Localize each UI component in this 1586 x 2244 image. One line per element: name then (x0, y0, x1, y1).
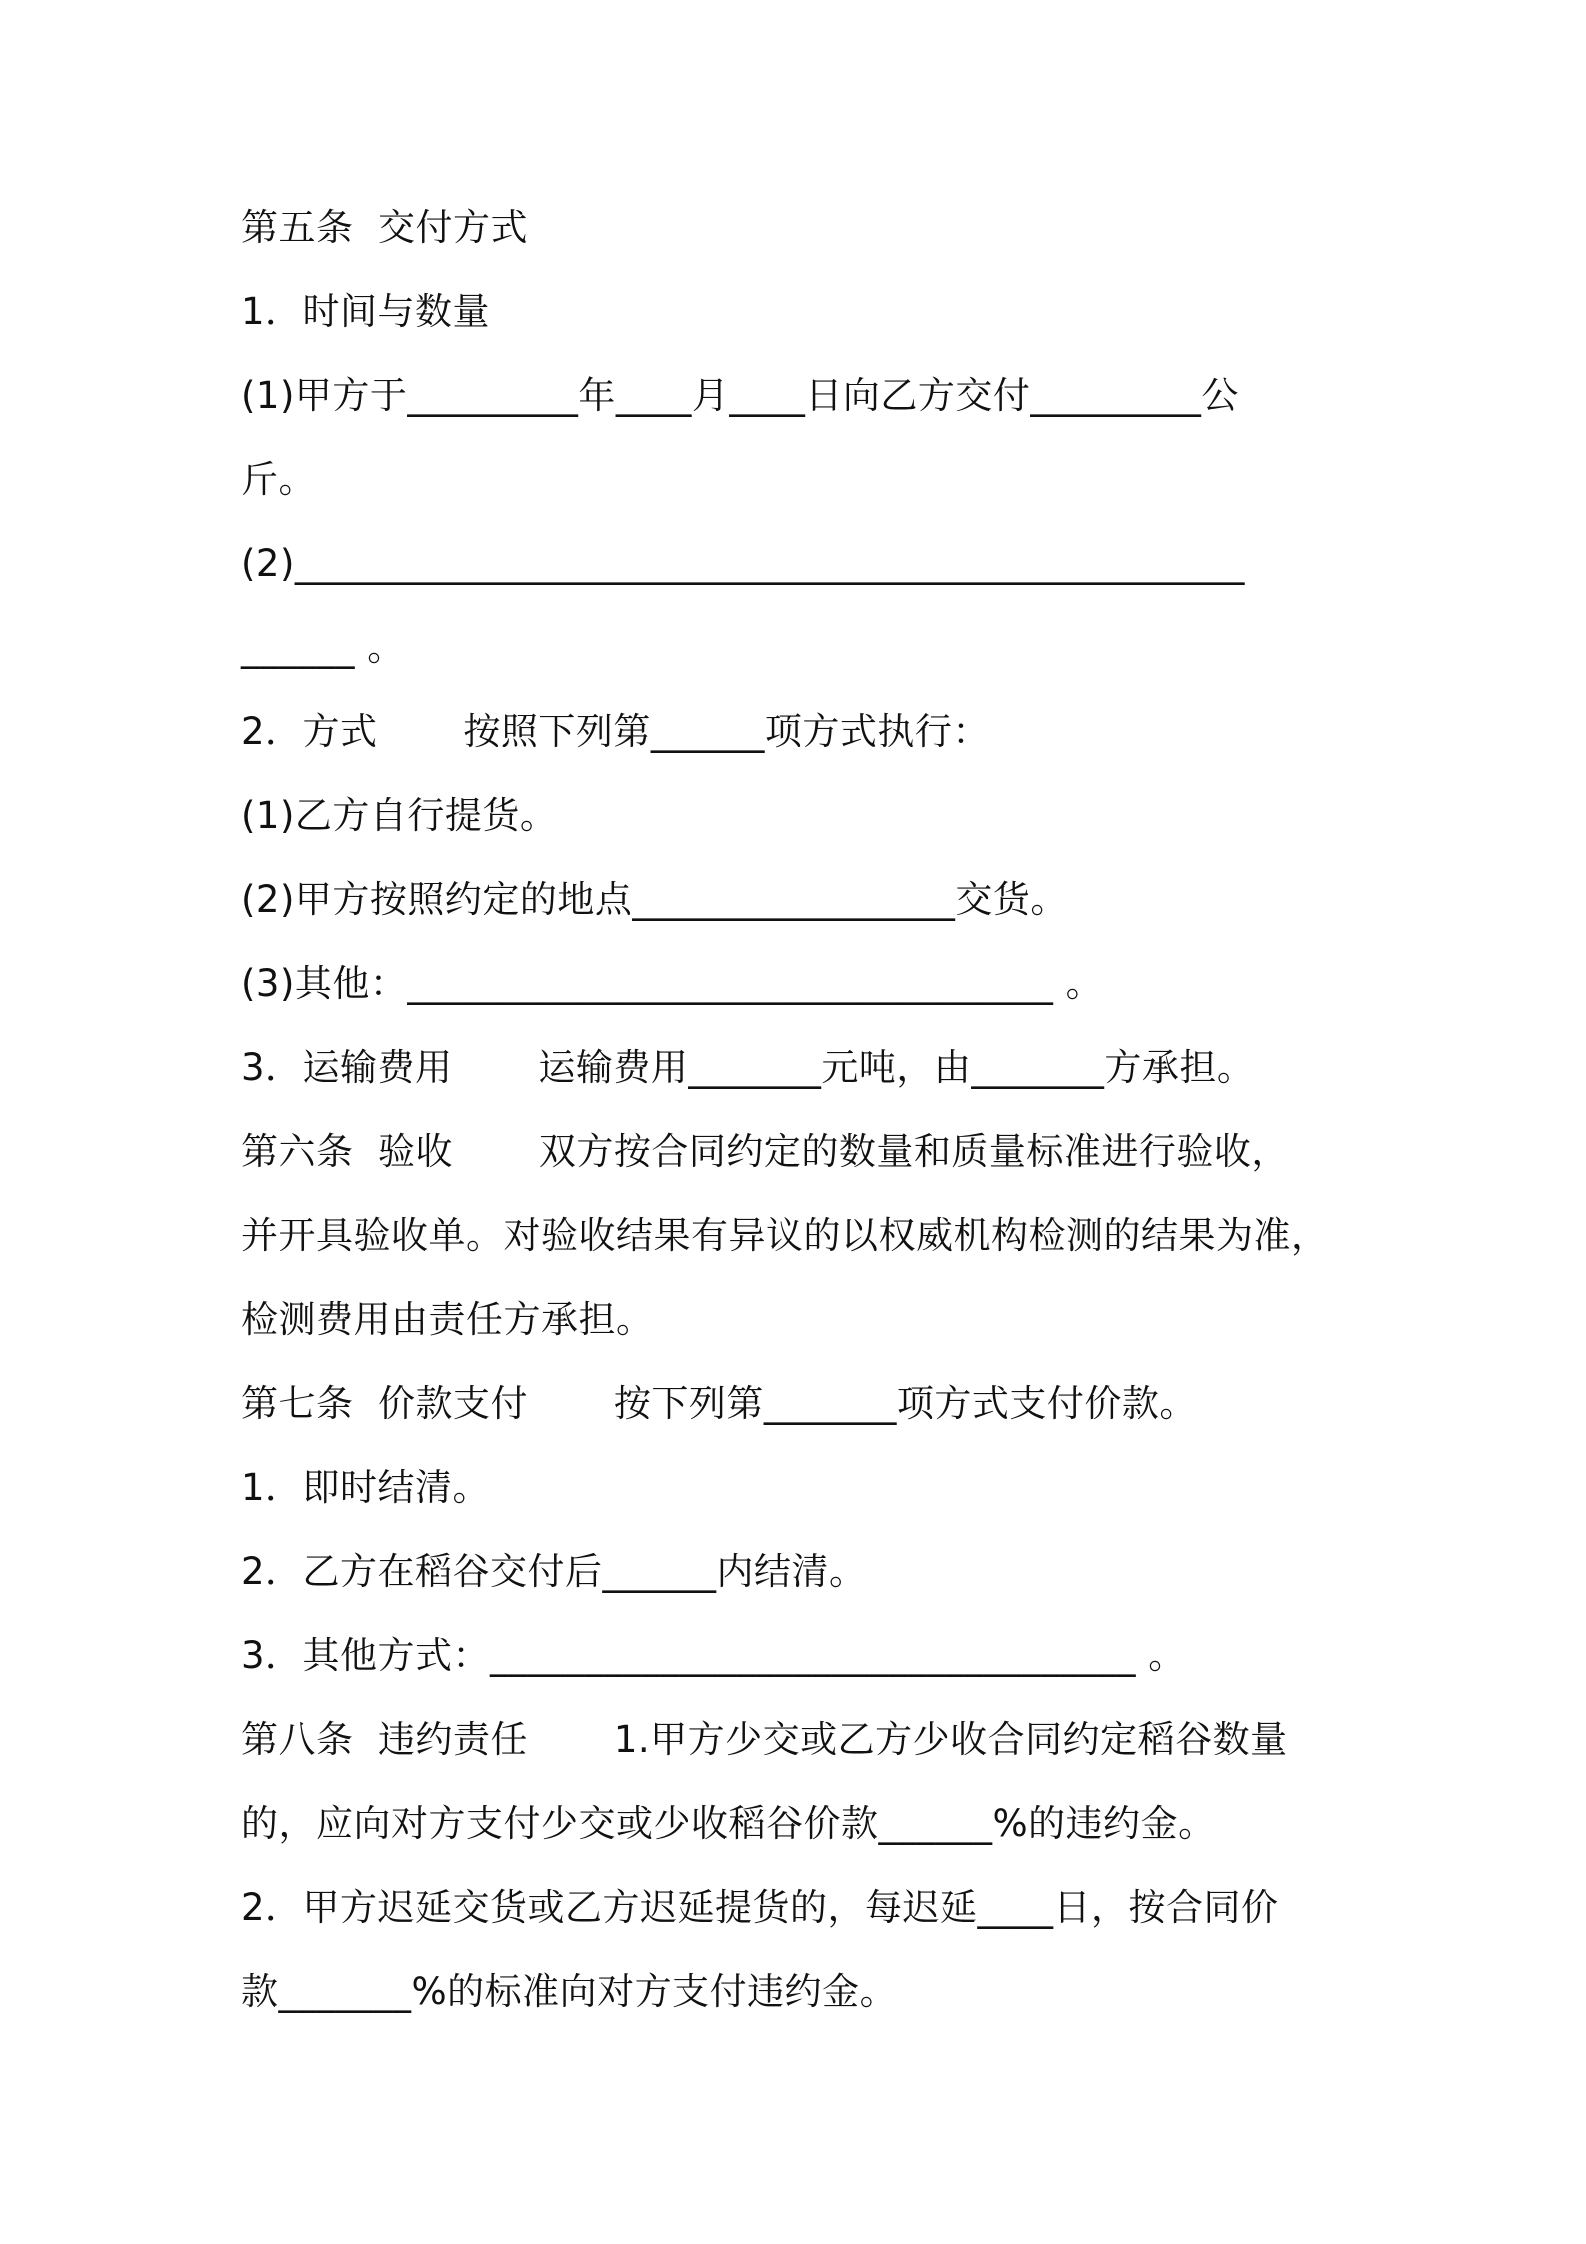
method-option-1: (1)乙方自行提货。 (241, 794, 558, 837)
article-5-heading: 第五条 交付方式 (241, 206, 529, 249)
article-6-cont-2: 检测费用由责任方承担。 (241, 1298, 654, 1341)
clause-item-2-cont: ______ 。 (241, 626, 405, 669)
article-7-heading: 第七条 价款支付 按下列第_______项方式支付价款。 (241, 1382, 1197, 1425)
method-option-3: (3)其他：__________________________________ 。 (241, 962, 1104, 1005)
method-option-2: (2)甲方按照约定的地点_________________交货。 (241, 878, 1068, 921)
payment-option-3: 3．其他方式：__________________________________ 。 (241, 1634, 1186, 1677)
article-6-cont-1: 并开具验收单。对验收结果有异议的以权威机构检测的结果为准， (241, 1214, 1329, 1257)
clause-time-quantity: 1．时间与数量 (241, 290, 491, 333)
liability-item-2: 2．甲方迟延交货或乙方迟延提货的，每迟延____日，按合同价 (241, 1886, 1279, 1929)
clause-method: 2．方式 按照下列第______项方式执行： (241, 710, 990, 753)
payment-option-1: 1．即时结清。 (241, 1466, 491, 1509)
liability-item-2-cont: 款_______%的标准向对方支付违约金。 (241, 1970, 898, 2013)
article-8-heading: 第八条 违约责任 1.甲方少交或乙方少收合同约定稻谷数量 (241, 1718, 1288, 1761)
payment-option-2: 2．乙方在稻谷交付后______内结清。 (241, 1550, 867, 1593)
article-8-cont-1: 的，应向对方支付少交或少收稻谷价款______%的违约金。 (241, 1802, 1216, 1845)
clause-delivery-date-cont: 斤。 (241, 458, 316, 501)
clause-transport-cost: 3．运输费用 运输费用_______元吨，由_______方承担。 (241, 1046, 1255, 1089)
clause-item-2: (2)__________________________________________________ (241, 542, 1245, 585)
clause-delivery-date: (1)甲方于_________年____月____日向乙方交付_________公 (241, 374, 1239, 417)
article-6-heading: 第六条 验收 双方按合同约定的数量和质量标准进行验收， (241, 1130, 1289, 1173)
